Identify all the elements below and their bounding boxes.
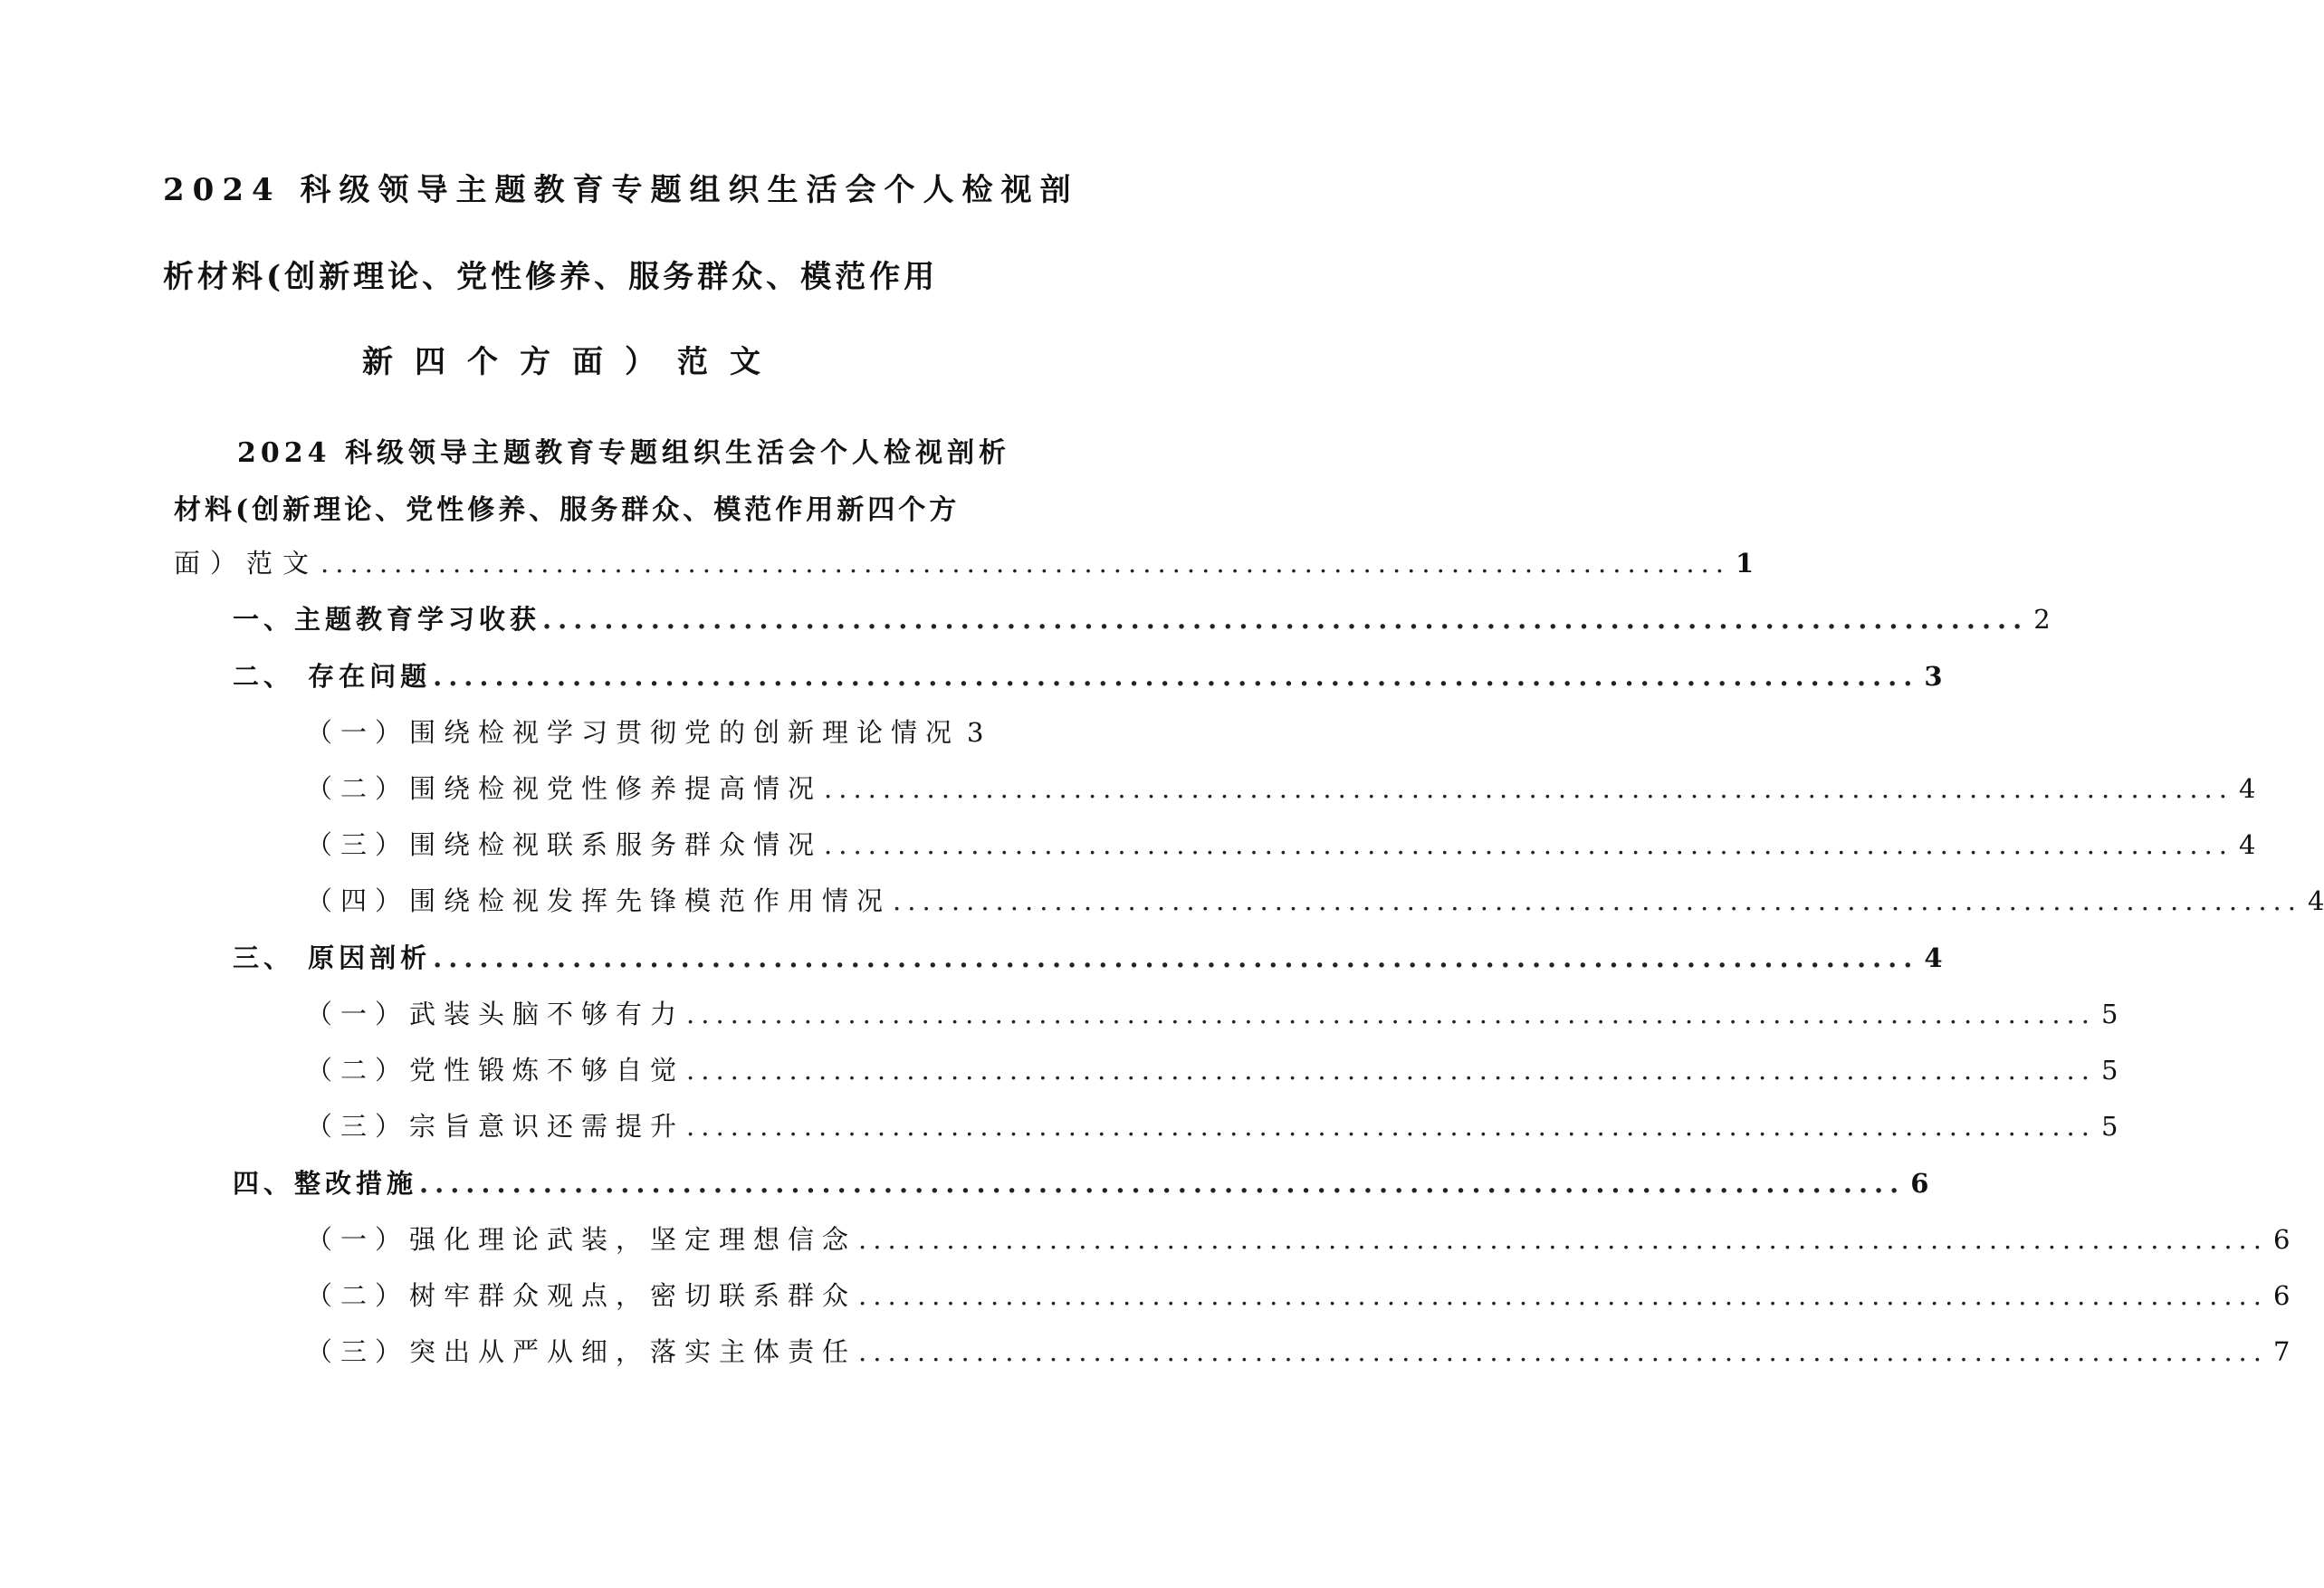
doc-title-line-1: 2024 科级领导主题教育专题组织生活会个人检视剖 (163, 172, 1079, 208)
toc-leader-dots: ................................................................................................ (824, 773, 2233, 804)
toc-leader-dots: ................................................................................................ (893, 885, 2302, 916)
toc-item-page: 3 (1924, 661, 1943, 692)
toc-item-subsection[interactable] (306, 1050, 2118, 1087)
toc-item-label: （二）党性锻炼不够自觉 (306, 1055, 685, 1086)
toc-entry-title-line-2[interactable]: 材料(创新理论、党性修养、服务群众、模范作用新四个方 (174, 494, 961, 526)
toc-leader-dots: ................................................................................................ (858, 1280, 2268, 1311)
toc-item-subsection[interactable] (306, 1106, 2118, 1143)
toc-item-subsection[interactable] (306, 1332, 2291, 1369)
toc-entry-page: 1 (1735, 548, 1755, 579)
toc-item-page: 7 (2272, 1336, 2291, 1367)
toc-item-page: 6 (2272, 1224, 2291, 1255)
toc-leader-dots: ................................................................................................ (686, 1111, 2096, 1142)
toc-item-subsection[interactable] (306, 881, 2324, 918)
toc-item-section-3[interactable] (233, 938, 1943, 975)
toc-item-label: （三）围绕检视联系服务群众情况 (306, 829, 823, 860)
toc-item-label: 二、 存在问题 (233, 661, 432, 692)
toc-item-label: （四）围绕检视发挥先锋模范作用情况 (306, 885, 892, 916)
toc-item-page: 6 (1910, 1168, 1929, 1199)
toc-leader-dots: ................................................................................................ (686, 1055, 2096, 1086)
toc-item-subsection[interactable] (306, 825, 2256, 862)
toc-leader-dots: ................................................................................................ (433, 661, 1919, 692)
toc-leader-dots: ................................................................................................ (824, 829, 2233, 860)
toc-leader-dots: ................................................................................................ (320, 548, 1730, 579)
toc-item-page: 5 (2100, 999, 2118, 1029)
toc-item-page: 6 (2272, 1280, 2291, 1311)
toc-item-subsection[interactable] (306, 713, 984, 750)
toc-item-label: （二）围绕检视党性修养提高情况 (306, 773, 823, 804)
toc-leader-dots: ................................................................................................ (419, 1168, 1906, 1199)
toc-item-label: 三、 原因剖析 (233, 942, 432, 973)
toc-item-section-2[interactable] (233, 656, 1943, 694)
toc-item-subsection[interactable] (306, 769, 2256, 806)
toc-item-page: 4 (2238, 773, 2256, 804)
toc-item-page: 5 (2100, 1111, 2118, 1142)
toc-leader-dots: ................................................................................................ (686, 999, 2096, 1029)
toc-item-page: 5 (2100, 1055, 2118, 1086)
toc-item-label: （一）围绕检视学习贯彻党的创新理论情况 (306, 717, 961, 748)
toc-item-label: （三）宗旨意识还需提升 (306, 1111, 685, 1142)
toc-item-label: （二）树牢群众观点，密切联系群众 (306, 1280, 857, 1311)
toc-entry-title-line-1[interactable]: 2024 科级领导主题教育专题组织生活会个人检视剖析 (237, 437, 1010, 469)
toc-leader-dots: ................................................................................................ (542, 604, 2029, 635)
toc-leader-dots: ................................................................................................ (858, 1336, 2268, 1367)
toc-item-label: 四、整改措施 (233, 1168, 418, 1199)
toc-item-section-1[interactable] (233, 599, 2051, 636)
toc-item-section-4[interactable] (233, 1163, 1929, 1201)
toc-item-page: 2 (2033, 604, 2051, 635)
toc-entry-label: 面）范文 (174, 548, 320, 579)
toc-leader-dots: ................................................................................................ (858, 1224, 2268, 1255)
toc-item-subsection[interactable] (306, 1276, 2291, 1313)
toc-item-label: 一、主题教育学习收获 (233, 604, 541, 635)
toc-item-page: 4 (2238, 829, 2256, 860)
toc-item-subsection[interactable] (306, 1220, 2291, 1257)
toc-item-page: 3 (967, 717, 984, 748)
doc-title-line-2: 析材料(创新理论、党性修养、服务群众、模范作用 (163, 259, 939, 295)
toc-item-label: （三）突出从严从细，落实主体责任 (306, 1336, 857, 1367)
toc-item-label: （一）强化理论武装，坚定理想信念 (306, 1224, 857, 1255)
toc-item-subsection[interactable] (306, 994, 2118, 1031)
doc-title-line-3: 新四个方面）范文 (362, 344, 782, 380)
toc-item-page: 4 (2307, 885, 2324, 916)
toc-leader-dots: ................................................................................................ (433, 942, 1919, 973)
toc-entry-title[interactable] (174, 543, 1755, 580)
toc-item-page: 4 (1924, 942, 1943, 973)
toc-item-label: （一）武装头脑不够有力 (306, 999, 685, 1029)
